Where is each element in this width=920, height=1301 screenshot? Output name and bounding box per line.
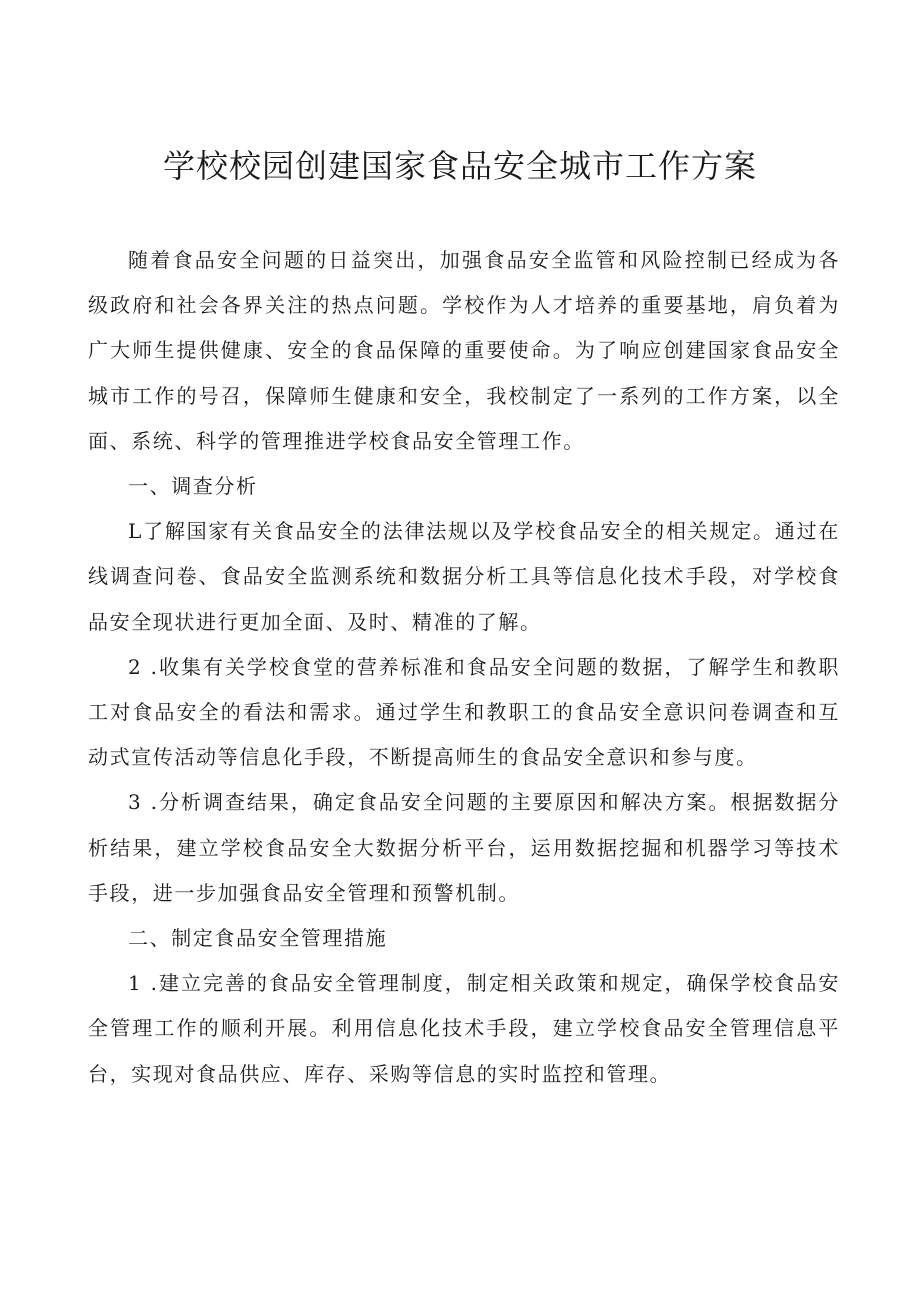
survey-item-3: 3 .分析调查结果，确定食品安全问题的主要原因和解决方案。根据数据分析结果，建立学校食品安全大数据分析平台，运用数据挖掘和机器学习等技术手段，进一步加强食品安全管理和预警机制。 [88,790,840,905]
document-title: 学校校园创建国家食品安全城市工作方案 [162,147,757,185]
measures-item-1: 1 .建立完善的食品安全管理制度，制定相关政策和规定，确保学校食品安全管理工作的顺利开展。利用信息化技术手段，建立学校食品安全管理信息平台，实现对食品供应、库存、采购等信息的实时监控和管理。 [88,971,840,1086]
section-heading-survey: 一、调查分析 [128,474,258,499]
intro-paragraph: 随着食品安全问题的日益突出，加强食品安全监管和风险控制已经成为各级政府和社会各界关注的热点问题。学校作为人才培养的重要基地，肩负着为广大师生提供健康、安全的食品保障的重要使命。为了响应创建国家食品安全城市工作的号召，保障师生健康和安全，我校制定了一系列的工作方案，以全面、系统、科学的管理推进学校食品安全管理工作。 [88,248,840,453]
survey-item-1: L了解国家有关食品安全的法律法规以及学校食品安全的相关规定。通过在线调查问卷、食品安全监测系统和数据分析工具等信息化技术手段，对学校食品安全现状进行更加全面、及时、精准的了解。 [88,519,840,634]
document-body [88,238,840,1097]
survey-item-2: 2 .收集有关学校食堂的营养标准和食品安全问题的数据，了解学生和教职工对食品安全的看法和需求。通过学生和教职工的食品安全意识问卷调查和互动式宣传活动等信息化手段，不断提高师生的食品安全意识和参与度。 [88,654,840,770]
section-heading-measures: 二、制定食品安全管理措施 [128,926,388,951]
